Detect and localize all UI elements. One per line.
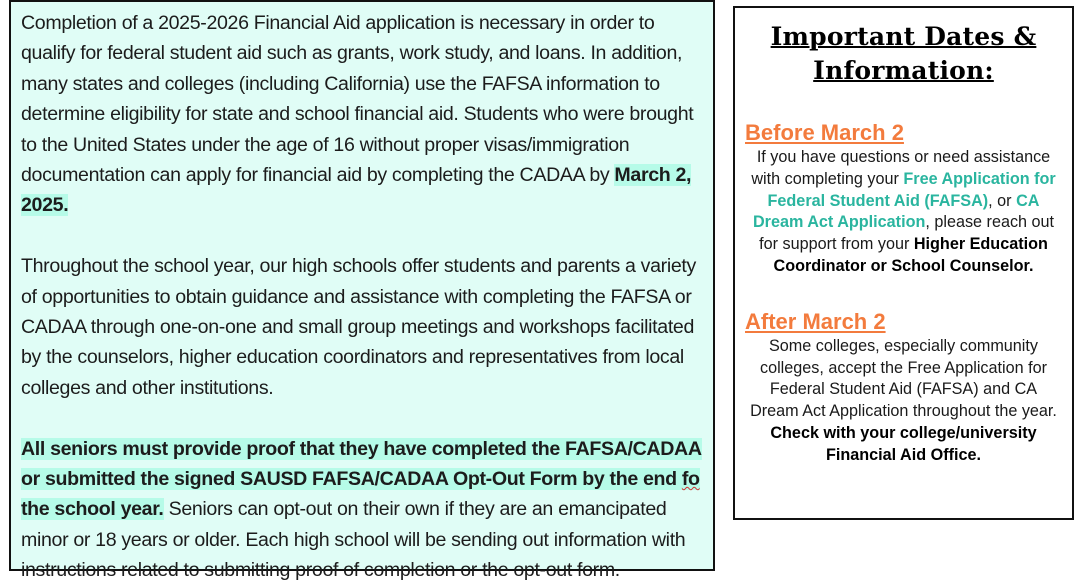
before-text-a: If you have questions or need assistance with completing your	[751, 148, 1051, 188]
senior-requirement-typo: fo	[681, 468, 700, 491]
after-contact: Check with your college/university Financial Aid Office.	[770, 423, 1037, 464]
important-dates-panel	[733, 6, 1074, 520]
fafsa-link[interactable]: Free Application for Federal Student Aid (FAFSA)	[767, 169, 1056, 210]
paragraph-application-requirement	[21, 8, 703, 221]
after-march-text	[749, 336, 1058, 467]
senior-requirement-bold-a: All seniors must provide proof that they have completed the FAFSA/CADAA or submitted the signed SAUSD FAFSA/CADAA Opt-Out Form by the end	[21, 437, 702, 491]
title-line-1: Important Dates &	[770, 22, 1037, 51]
before-text-c: , please reach out for support from your	[759, 213, 1055, 254]
paragraph-senior-requirement	[21, 434, 703, 586]
before-contact: Higher Education Coordinator or School Counselor.	[773, 235, 1048, 275]
cadaa-link[interactable]: CA Dream Act Application	[752, 191, 1040, 232]
paragraph-school-assistance: Throughout the school year, our high schools offer students and parents a variety of opportunities to obtain guidance and assistance with completing the FAFSA or CADAA through one-on-one and small group meetings and workshops facilitated by the counselors, higher education coordinators and representatives from local colleges and other institutions.	[21, 255, 696, 399]
financial-aid-info-panel	[9, 0, 715, 582]
after-text-a: Some colleges, especially community colleges, accept the Free Application for Federal Student Aid (FAFSA) and CA Dream Act Application throughout the year.	[750, 336, 1057, 421]
before-text-b: , or	[988, 191, 1017, 210]
after-march-heading: After March 2	[745, 308, 886, 334]
senior-requirement-bold-b: the school year.	[21, 498, 164, 521]
before-march-text	[749, 147, 1058, 278]
application-requirement-text: Completion of a 2025-2026 Financial Aid application is necessary in order to qualify for federal student aid such as grants, work study, and loans. In addition, many states and colleges (including California) use the FAFSA information to determine eligibility for state and school financial aid. Students who were brought to the United States under the age of 16 without proper visas/immigration documentation can apply for financial aid by completing the CADAA by	[21, 12, 694, 187]
title-line-2: Information:	[813, 56, 994, 85]
before-march-heading: Before March 2	[745, 120, 904, 145]
cadaa-deadline: March 2, 2025.	[21, 164, 692, 217]
important-dates-title	[743, 20, 1064, 88]
senior-requirement-details: Seniors can opt-out on their own if they are an emancipated minor or 18 years or older. Each high school will be sending out information with instructions related to submitting proof of completion or the opt-out form.	[21, 498, 686, 582]
